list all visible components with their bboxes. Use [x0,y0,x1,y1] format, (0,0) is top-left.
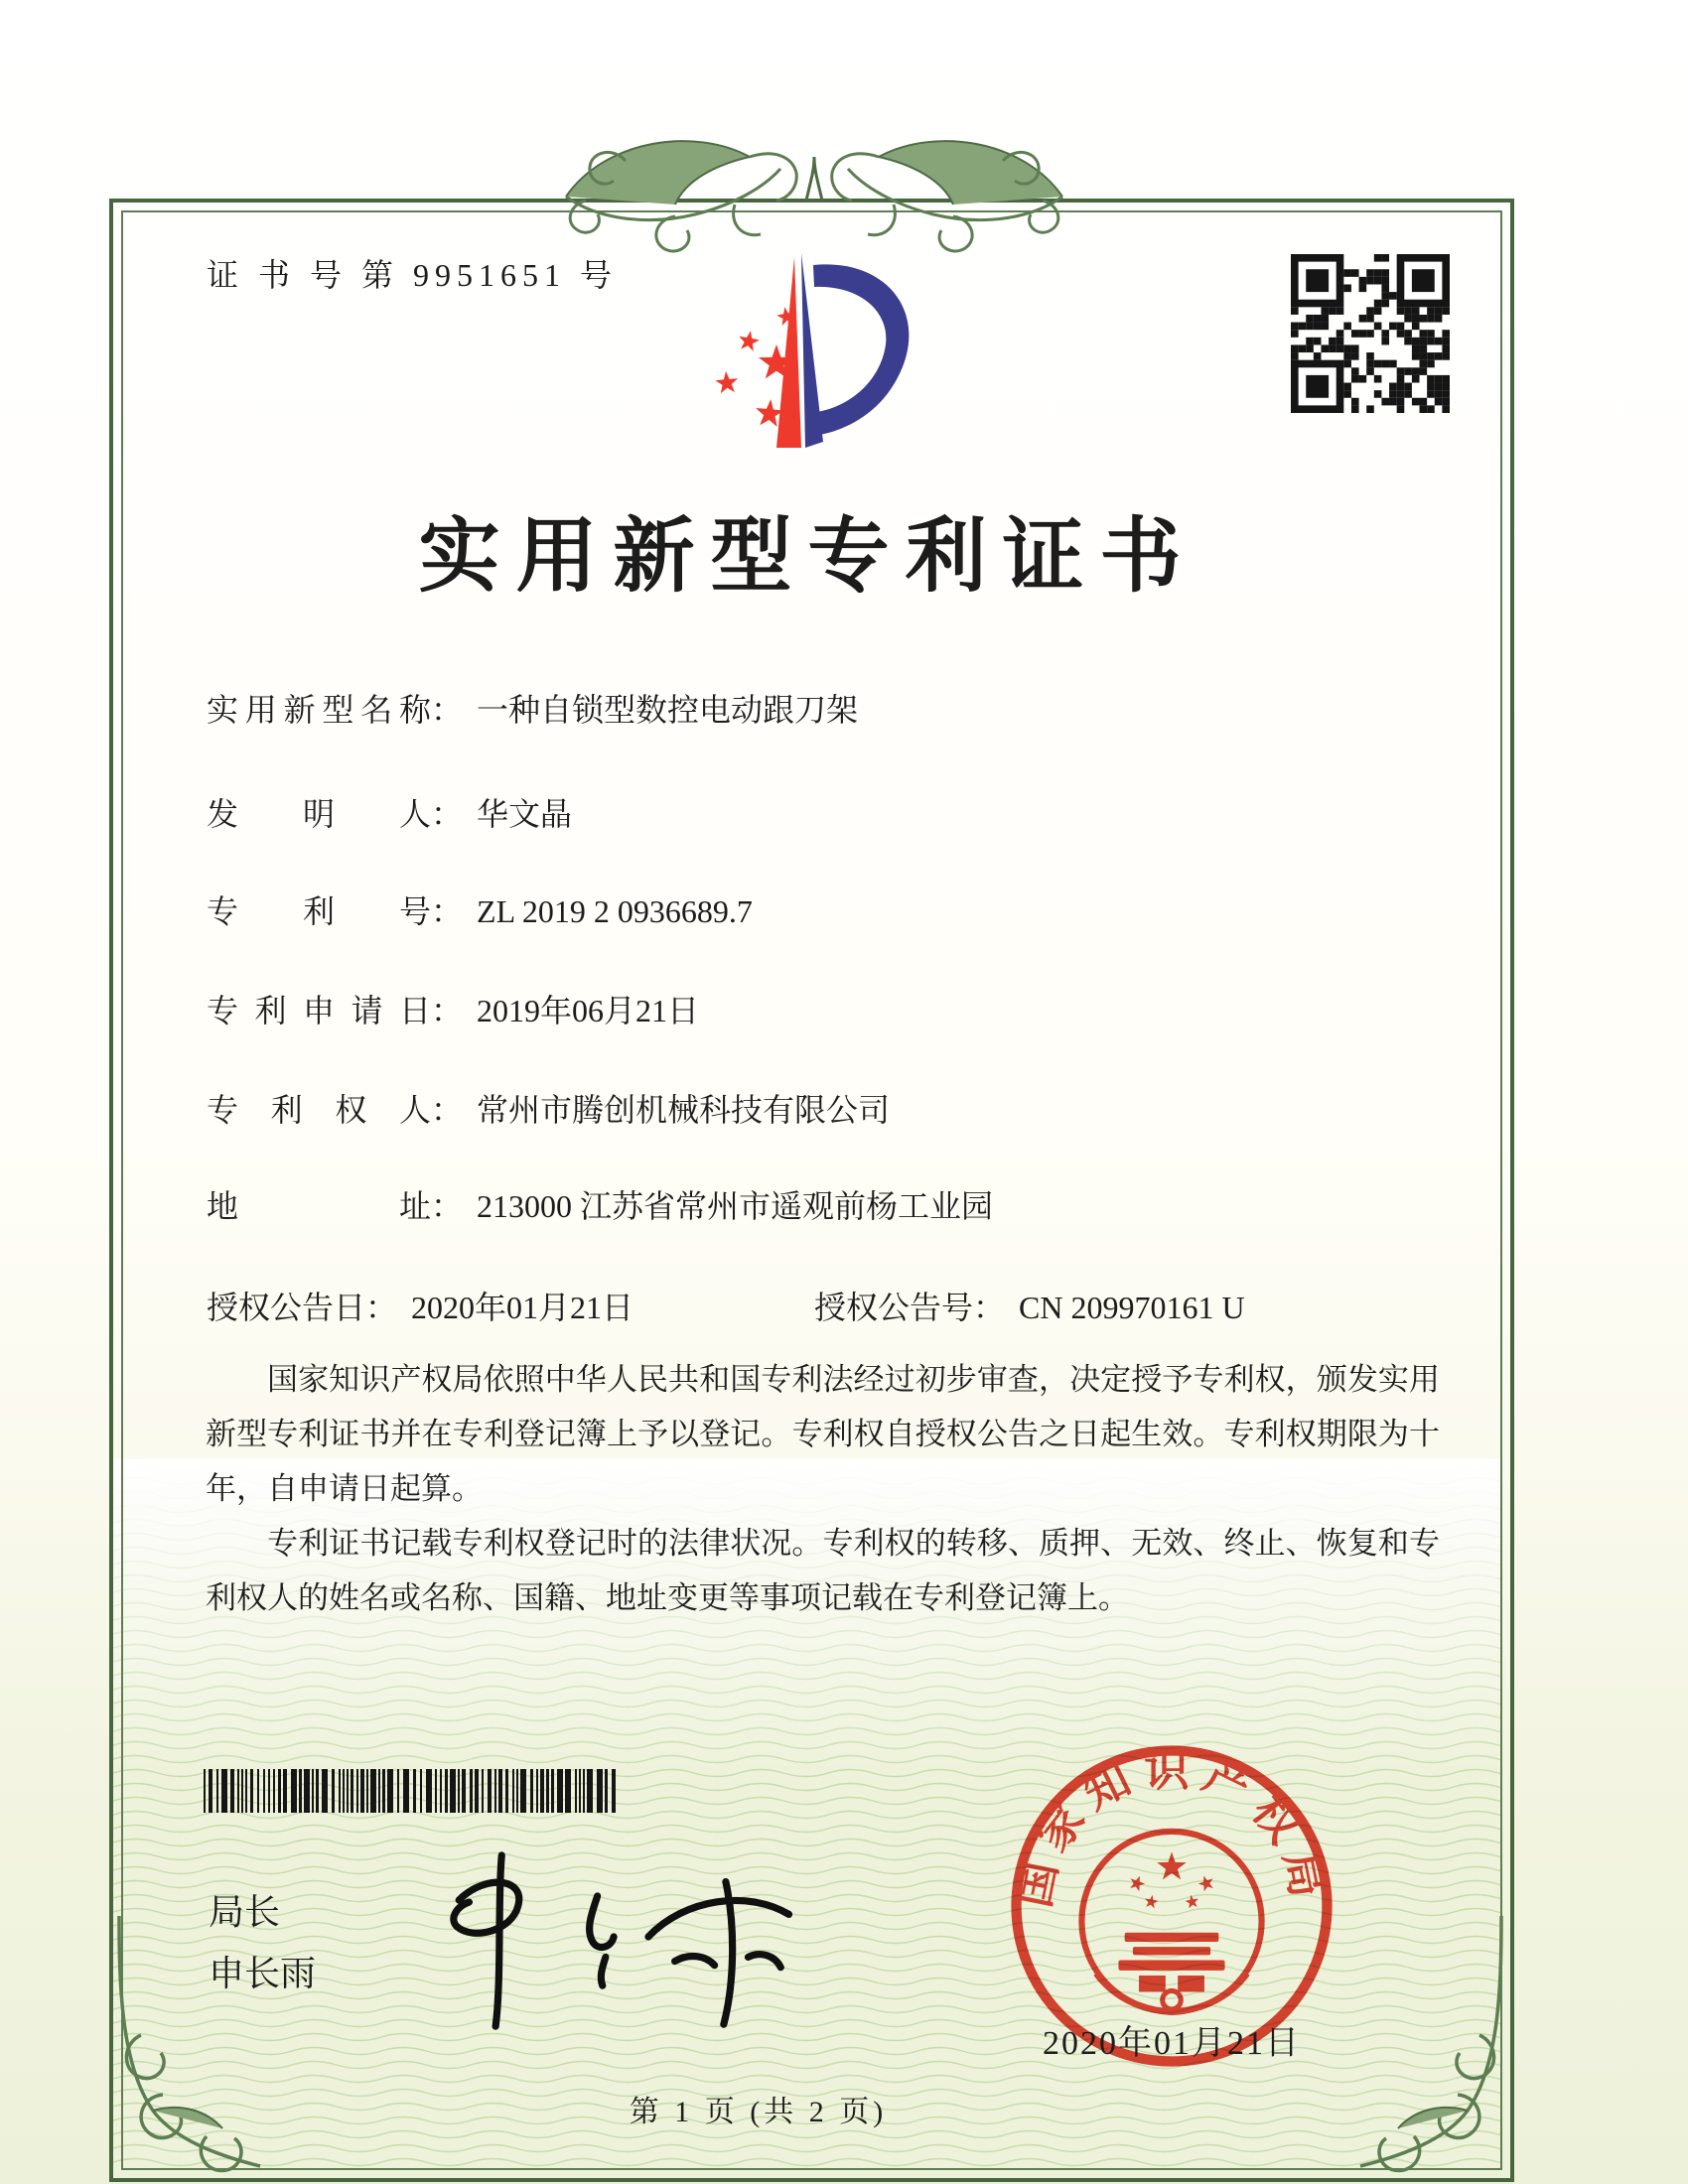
handwritten-signature-icon [412,1835,809,2043]
grant-date-pair [207,1283,633,1328]
commissioner-name: 申长雨 [209,1954,317,1993]
grant-number-label: 授权公告号 [814,1290,974,1325]
legal-text [206,1352,1440,1625]
seal-national-emblem [1081,1832,1261,2012]
barcode-icon [204,1769,623,1813]
colon: ： [973,1290,1006,1325]
legal-paragraph-2: 专利证书记载专利权登记时的法律状况。专利权的转移、质押、无效、终止、恢复和专利权人的姓名或名称、国籍、地址变更等事项记载在专利登记簿上。 [206,1526,1440,1615]
seal-date: 2020年01月21日 [1043,2025,1301,2062]
field-row-grant [207,1283,1458,1328]
field-row-address [207,1181,1458,1227]
field-value: 华文晶 [477,796,573,832]
colon: ： [431,1092,464,1128]
field-value: 一种自锁型数控电动跟刀架 [477,692,859,728]
floral-ornament-corner-right [1321,1916,1509,2174]
certificate-number: 证 书 号 第 9951651 号 [207,257,619,293]
field-label: 发明人 [207,796,431,832]
seal-text-glyphs: 国家知识产权局 [1009,1745,1335,1912]
legal-paragraph-1: 国家知识产权局依照中华人民共和国专利法经过初步审查，决定授予专利权，颁发实用新型专利证书并在专利登记簿上予以登记。专利权自授权公告之日起生效。专利权期限为十年，自申请日起算。 [206,1362,1440,1506]
field-label: 实用新型名称 [207,692,431,728]
qr-code-icon [1291,254,1450,413]
field-row-utility-model-name [207,685,1458,731]
colon: ： [365,1290,398,1325]
field-row-patent-number [207,887,1458,932]
colon: ： [431,893,464,929]
certificate-title: 实用新型专利证书 [418,511,1197,602]
grant-number-value: CN 209970161 U [1019,1290,1245,1325]
field-label: 专利权人 [207,1092,431,1128]
colon: ： [431,796,464,832]
field-label: 专利申请日 [207,993,431,1028]
grant-date-value: 2020年01月21日 [411,1290,634,1325]
field-row-patentee [207,1085,1458,1131]
colon: ： [431,692,464,728]
field-value: 常州市腾创机械科技有限公司 [477,1092,891,1128]
field-label: 专利号 [207,893,431,929]
cnipa-patent-logo-icon [688,241,944,472]
field-value: 213000 江苏省常州市遥观前杨工业园 [477,1188,994,1224]
field-value: ZL 2019 2 0936689.7 [477,893,753,929]
grant-number-pair [814,1283,1245,1328]
commissioner-title: 局长 [209,1892,281,1932]
field-value: 2019年06月21日 [477,993,700,1028]
page-footer: 第 1 页 (共 2 页) [629,2096,888,2128]
grant-date-label: 授权公告日 [207,1290,366,1325]
field-row-inventor [207,789,1458,835]
colon: ： [431,993,464,1028]
colon: ： [431,1188,464,1224]
field-label: 地址 [207,1188,431,1224]
field-row-filing-date [207,986,1458,1031]
